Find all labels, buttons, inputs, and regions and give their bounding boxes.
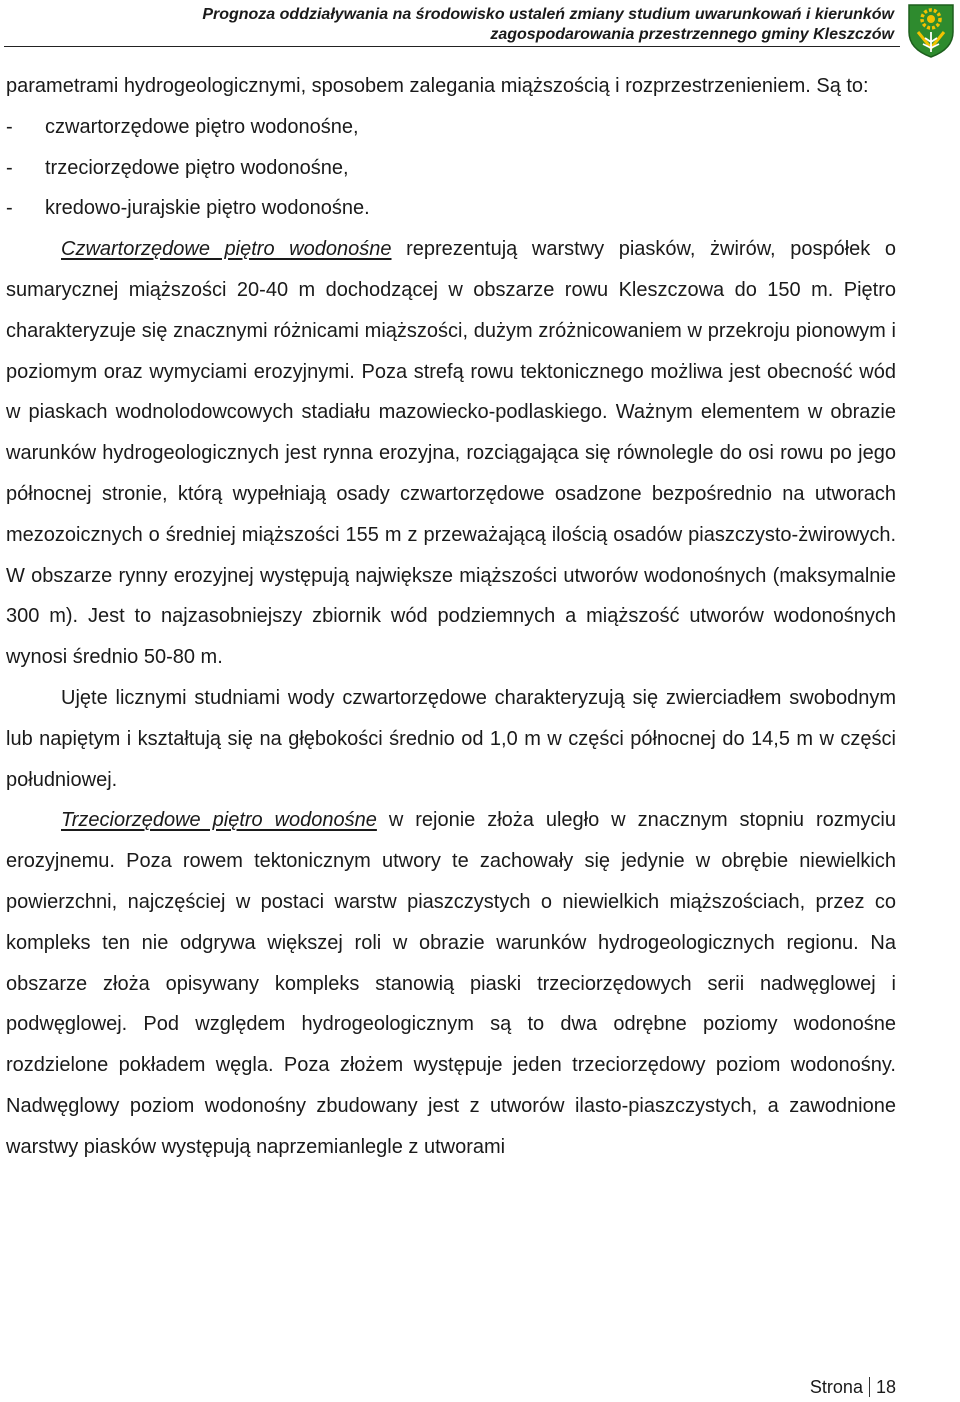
- header-divider: [4, 46, 900, 47]
- footer-separator: [869, 1377, 870, 1397]
- quaternary-heading: Czwartorzędowe piętro wodonośne: [61, 238, 392, 261]
- page-label: Strona: [809, 1377, 863, 1397]
- document-body: [6, 66, 896, 1168]
- paragraph-quaternary: [6, 229, 896, 678]
- paragraph-tertiary: [6, 800, 896, 1167]
- document-title-line-1: Prognoza oddziaływania na środowisko ustaleń zmiany studium uwarunkowań i kierunków: [202, 6, 894, 23]
- list-item-text: trzeciorzędowe piętro wodonośne,: [45, 156, 349, 179]
- list-item: [6, 188, 896, 229]
- quaternary-text: reprezentują warstwy piasków, żwirów, pospółek o sumarycznej miąższości 20-40 m dochodzącej w obszarze rowu Kleszczowa do 150 m. Piętro charakteryzuje się znacznymi różnicami miąższości, dużym zróżnicowaniem w przekroju pionowym i poziomym oraz wymyciami erozyjnymi. Poza strefą rowu tektonicznego możliwa jest obecność wód w piaskach wodnolodowcowych stadiału mazowiecko-podlaskiego. Ważnym elementem w obrazie warunków hydrogeologicznych jest rynna erozyjna, rozciągająca się równolegle do osi rowu po jego północnej stronie, którą wypełniają osady czwartorzędowe osadzone bezpośrednio na utworach mezozoicznych o średniej miąższości 155 m z przeważającą ilością osadów piaszczysto-żwirowych. W obszarze rynny erozyjnej występują największe miąższości utworów wodonośnych (maksymalnie 300 m). Jest to najzasobniejszy zbiornik wód podziemnych a miąższość utworów wodonośnych wynosi średnio 50-80 m.: [6, 238, 896, 669]
- document-title: [74, 5, 894, 45]
- municipality-crest-icon: [906, 2, 956, 58]
- tertiary-text: w rejonie złoża uległo w znacznym stopniu rozmyciu erozyjnemu. Poza rowem tektonicznym utwory te zachowały się jedynie w obrębie niewielkich powierzchni, najczęściej w postaci warstw piaszczystych o niewielkich miąższościach, przez co kompleks ten nie odgrywa większej roli w obrazie warunków hydrogeologicznych regionu. Na obszarze złoża opisywany kompleks stanowią piaski trzeciorzędowych serii nadwęglowej i podwęglowej. Pod względem hydrogeologicznym są to dwa odrębne poziomy wodonośne rozdzielone pokładem węgla. Poza złożem występuje jeden trzeciorzędowy poziom wodonośny. Nadwęglowy poziom wodonośny zbudowany jest z utworów ilasto-piaszczystych, a zawodnione warstwy piasków występują naprzemianlegle z utworami: [6, 809, 896, 1158]
- list-item-text: czwartorzędowe piętro wodonośne,: [45, 115, 359, 138]
- document-title-line-2: zagospodarowania przestrzennego gminy Kleszczów: [490, 26, 894, 43]
- aquifer-list: [6, 107, 896, 229]
- page-number: 18: [875, 1377, 896, 1397]
- list-marker: -: [6, 156, 13, 179]
- list-marker: -: [6, 197, 13, 220]
- paragraph-wells: Ujęte licznymi studniami wody czwartorzędowe charakteryzują się zwierciadłem swobodnym lub napiętym i kształtują się na głębokości średnio od 1,0 m w części północnej do 14,5 m w części południowej.: [6, 686, 896, 791]
- page-header: [0, 0, 960, 62]
- page-footer: [810, 1376, 896, 1398]
- list-marker: -: [6, 115, 13, 138]
- list-item-text: kredowo-jurajskie piętro wodonośne.: [45, 197, 370, 220]
- list-item: [6, 148, 896, 189]
- list-item: [6, 107, 896, 148]
- tertiary-heading: Trzeciorzędowe piętro wodonośne: [61, 809, 377, 832]
- paragraph-intro: parametrami hydrogeologicznymi, sposobem zalegania miąższością i rozprzestrzenieniem. Są to:: [6, 75, 869, 97]
